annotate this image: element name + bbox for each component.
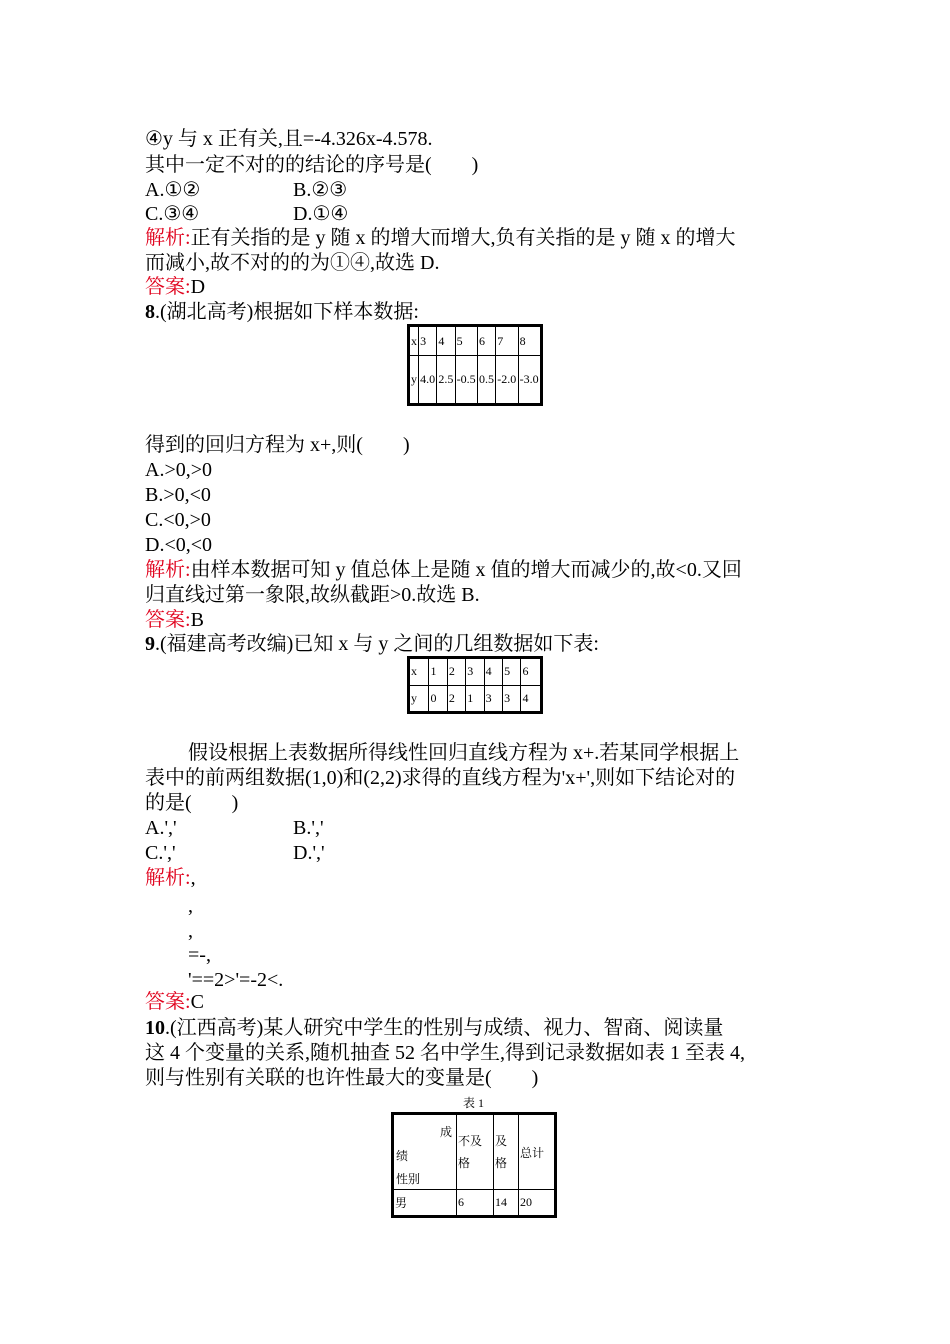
analysis-9-line-1: 解析:, xyxy=(145,867,196,889)
option-b: B.',' xyxy=(293,817,324,839)
table-cell: 7 xyxy=(496,326,518,356)
table-cell: 2 xyxy=(447,685,465,713)
table-cell: 5 xyxy=(503,658,521,686)
analysis-7-line-1: 解析:正有关指的是 y 随 x 的增大而增大,负有关指的是 y 随 x 的增大 xyxy=(145,227,736,249)
table-cell: x xyxy=(409,658,429,686)
question-9-title: 9.(福建高考改编)已知 x 与 y 之间的几组数据如下表: xyxy=(145,633,599,655)
table-header-cell: 不及格 xyxy=(457,1114,494,1190)
question-9-body-3: 的是( ) xyxy=(145,792,239,814)
question-9-body-1: 假设根据上表数据所得线性回归直线方程为 x+.若某同学根据上 xyxy=(188,742,740,764)
option-d: D.',' xyxy=(293,842,325,864)
option-b: B.>0,<0 xyxy=(145,484,211,506)
option-c: C.<0,>0 xyxy=(145,509,211,531)
table-cell: 0.5 xyxy=(478,356,496,405)
table-cell: 2 xyxy=(447,658,465,686)
table-cell: 0 xyxy=(429,685,447,713)
table-cell: 4 xyxy=(484,658,502,686)
question-8-prompt: 得到的回归方程为 x+,则( ) xyxy=(145,434,410,456)
table-corner-cell xyxy=(393,1114,457,1190)
table-cell: y xyxy=(409,356,419,405)
table-caption: 表 1 xyxy=(463,1096,485,1110)
corner-label-bottom: 性别 xyxy=(396,1172,421,1186)
table-header-cell: 总计 xyxy=(519,1114,556,1190)
line-statement-4: ④y 与 x 正有关,且=-4.326x-4.578. xyxy=(145,128,433,150)
table-cell: 2.5 xyxy=(437,356,455,405)
question-number: 10 xyxy=(145,1017,165,1039)
question-8-title: 8.(湖北高考)根据如下样本数据: xyxy=(145,301,419,323)
answer-label: 答案: xyxy=(145,276,191,298)
option-a: A.>0,>0 xyxy=(145,459,213,481)
analysis-label: 解析: xyxy=(145,867,191,889)
table-cell: 5 xyxy=(455,326,477,356)
table-cell: 6 xyxy=(521,658,542,686)
answer-7: 答案:D xyxy=(145,276,206,298)
table-cell: 3 xyxy=(466,658,484,686)
analysis-8-line-2: 归直线过第一象限,故纵截距>0.故选 B. xyxy=(145,584,480,606)
option-d: D.①④ xyxy=(293,203,349,225)
analysis-9-line-3: , xyxy=(188,920,193,942)
question-10-body-2: 则与性别有关联的也许性最大的变量是( ) xyxy=(145,1067,539,1089)
analysis-8-line-1: 解析:由样本数据可知 y 值总体上是随 x 值的增大而减少的,故<0.又回 xyxy=(145,559,742,581)
answer-label: 答案: xyxy=(145,609,191,631)
table-q8 xyxy=(407,324,543,406)
question-10-body-1: 这 4 个变量的关系,随机抽查 52 名中学生,得到记录数据如表 1 至表 4, xyxy=(145,1042,745,1064)
table-cell: 3 xyxy=(503,685,521,713)
corner-label-mid: 绩 xyxy=(396,1149,409,1163)
option-d: D.<0,<0 xyxy=(145,534,213,556)
table-q9 xyxy=(407,656,543,714)
answer-9: 答案:C xyxy=(145,991,204,1013)
question-10-title: 10.(江西高考)某人研究中学生的性别与成绩、视力、智商、阅读量 xyxy=(145,1017,724,1039)
question-9-body-2: 表中的前两组数据(1,0)和(2,2)求得的直线方程为'x+',则如下结论对的 xyxy=(145,767,736,789)
table-cell: 6 xyxy=(478,326,496,356)
question-number: 8 xyxy=(145,301,155,323)
table-cell: 4 xyxy=(521,685,542,713)
table-cell: 8 xyxy=(518,326,541,356)
table-cell: 6 xyxy=(457,1190,494,1217)
option-c: C.',' xyxy=(145,842,176,864)
table-cell: -0.5 xyxy=(455,356,477,405)
answer-8: 答案:B xyxy=(145,609,204,631)
table-cell: 1 xyxy=(466,685,484,713)
analysis-9-line-2: , xyxy=(188,895,193,917)
table-cell: 1 xyxy=(429,658,447,686)
answer-label: 答案: xyxy=(145,991,191,1013)
option-a: A.①② xyxy=(145,179,201,201)
table-cell: 4 xyxy=(437,326,455,356)
option-a: A.',' xyxy=(145,817,177,839)
question-number: 9 xyxy=(145,633,155,655)
table-cell: 3 xyxy=(484,685,502,713)
table-1 xyxy=(391,1112,557,1218)
option-b: B.②③ xyxy=(293,179,348,201)
question-7-prompt: 其中一定不对的的结论的序号是( ) xyxy=(145,154,479,176)
table-cell: x xyxy=(409,326,419,356)
analysis-label: 解析: xyxy=(145,559,191,581)
table-cell: -2.0 xyxy=(496,356,518,405)
option-c: C.③④ xyxy=(145,203,200,225)
table-cell: y xyxy=(409,685,429,713)
table-cell: 男 xyxy=(393,1190,457,1217)
analysis-label: 解析: xyxy=(145,227,191,249)
table-cell: 4.0 xyxy=(419,356,437,405)
analysis-7-line-2: 而减小,故不对的的为①④,故选 D. xyxy=(145,252,440,274)
table-header-cell: 及格 xyxy=(494,1114,519,1190)
table-cell: 14 xyxy=(494,1190,519,1217)
table-cell: 3 xyxy=(419,326,437,356)
analysis-9-line-5: '==2>'=-2<. xyxy=(188,969,284,991)
corner-label-top: 成 xyxy=(439,1125,452,1139)
table-cell: -3.0 xyxy=(518,356,541,405)
table-cell: 20 xyxy=(519,1190,556,1217)
analysis-9-line-4: =-, xyxy=(188,944,211,966)
